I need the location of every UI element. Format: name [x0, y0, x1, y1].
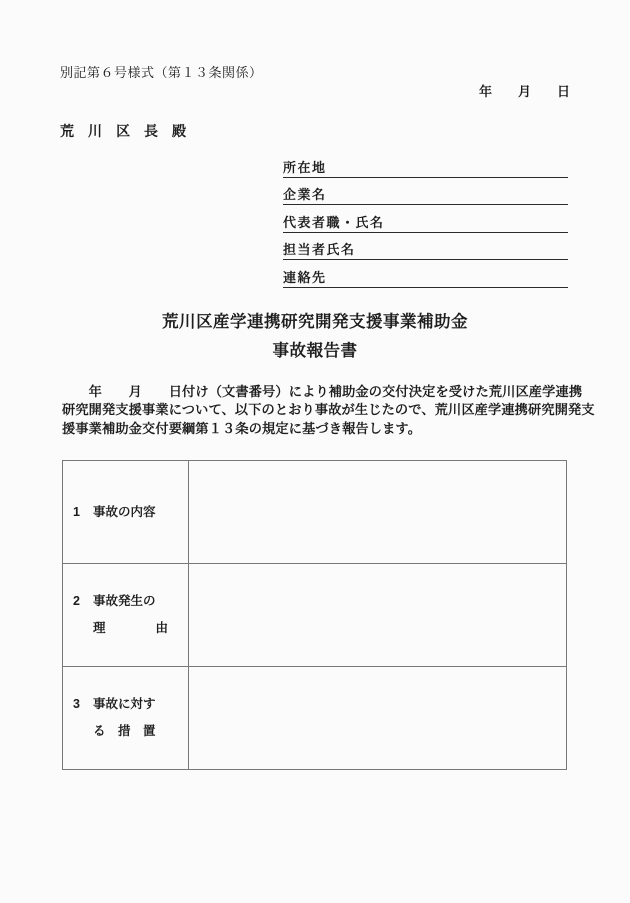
row-label-text: 事故発生の: [93, 594, 156, 608]
row-number: 2: [73, 594, 80, 608]
row-content-accident-reason: [189, 564, 566, 666]
table-row-accident-reason: [63, 563, 566, 666]
field-blank-contact-person: [356, 233, 568, 259]
row-label-accident-details: [63, 461, 189, 563]
document-title: [0, 313, 630, 360]
field-row-contact-info: [283, 260, 568, 288]
row-content-accident-measures: [189, 667, 566, 769]
field-row-company: [283, 178, 568, 206]
field-blank-company: [327, 178, 568, 204]
row-label-text: 理 由: [93, 621, 169, 635]
row-content-accident-details: [189, 461, 566, 563]
row-label-text: 事故に対す: [93, 697, 156, 711]
body-paragraph-line: 研究開発支援事業について、以下のとおり事故が生じたので、荒川区産学連携研究開発支: [62, 402, 595, 418]
field-blank-address: [327, 150, 568, 176]
field-label-company: 企業名: [283, 187, 327, 202]
table-row-accident-details: [63, 461, 566, 563]
addressee-mayor: 荒 川 区 長 殿: [60, 123, 186, 139]
field-row-contact-person: [283, 233, 568, 261]
field-label-representative: 代表者職・氏名: [283, 214, 385, 230]
body-paragraph-line: 年 月 日付け（文書番号）により補助金の交付決定を受けた荒川区産学連携: [62, 384, 583, 399]
field-blank-representative: [385, 205, 568, 231]
field-label-contact-person: 担当者氏名: [283, 242, 356, 257]
field-blank-contact-info: [327, 260, 568, 286]
date-line: 年 月 日: [478, 84, 570, 99]
row-label-accident-measures: [63, 667, 189, 769]
field-row-address: [283, 150, 568, 178]
document-title-line1: 荒川区産学連携研究開発支援事業補助金: [162, 313, 468, 331]
accident-report-table: [62, 460, 567, 770]
row-label-accident-reason: [63, 564, 189, 666]
row-number: 1: [73, 504, 80, 519]
applicant-fields: [283, 150, 568, 288]
field-row-representative: [283, 205, 568, 233]
body-paragraph: [62, 383, 595, 438]
row-label-text: る 措 置: [93, 724, 156, 738]
form-style-note: 別記第６号様式（第１３条関係）: [60, 65, 263, 80]
table-row-accident-measures: [63, 666, 566, 769]
row-number: 3: [73, 697, 80, 711]
body-paragraph-line: 援事業補助金交付要綱第１３条の規定に基づき報告します。: [62, 420, 422, 436]
field-label-contact-info: 連絡先: [283, 269, 327, 285]
row-label-text: 事故の内容: [93, 504, 156, 519]
document-title-line2: 事故報告書: [272, 342, 358, 360]
field-label-address: 所在地: [283, 159, 327, 175]
